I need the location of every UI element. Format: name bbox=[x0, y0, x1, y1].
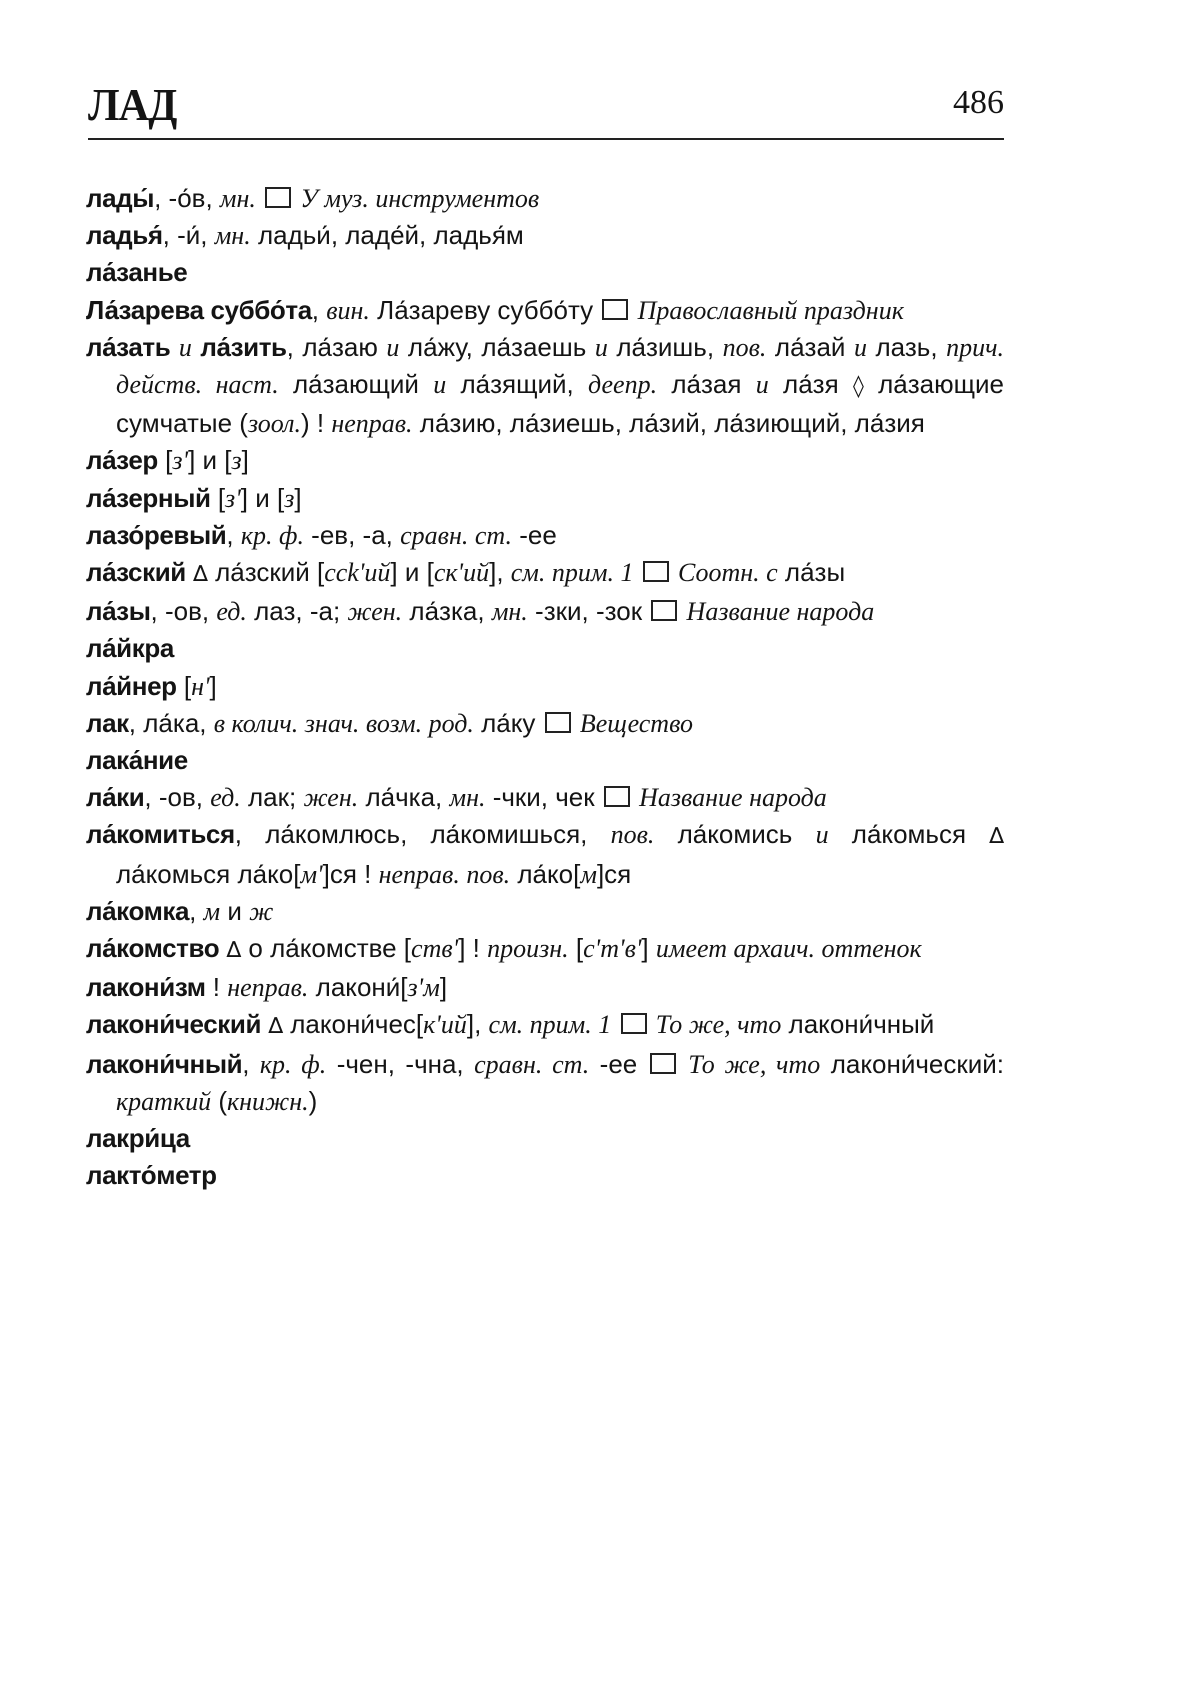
grammar-note: Название народа bbox=[686, 597, 875, 627]
dictionary-entry bbox=[86, 668, 1004, 705]
grammar-note: и bbox=[815, 820, 829, 850]
grammar-note: ед. bbox=[216, 597, 247, 627]
entry-text: [ bbox=[157, 445, 173, 476]
entry-text: лак; bbox=[240, 782, 304, 813]
definition-box-icon bbox=[621, 1013, 647, 1034]
entry-text: , bbox=[226, 519, 241, 550]
grammar-note: книжн. bbox=[227, 1086, 309, 1116]
grammar-note: ж bbox=[249, 896, 274, 926]
grammar-note: Православный праздник bbox=[637, 295, 904, 325]
dictionary-entry bbox=[86, 893, 1004, 930]
entry-text bbox=[671, 557, 678, 587]
grammar-note: То же, что bbox=[688, 1049, 821, 1079]
entry-text: , bbox=[311, 294, 327, 325]
dictionary-entry bbox=[86, 1006, 1004, 1045]
entry-text bbox=[611, 1009, 618, 1039]
dictionary-entry bbox=[86, 969, 1004, 1006]
definition-box-icon bbox=[651, 600, 677, 621]
entry-text: ла́зая bbox=[657, 369, 756, 400]
headword: ла́комка bbox=[86, 895, 190, 926]
headword: ла́зить bbox=[200, 331, 287, 362]
running-head: ЛАД bbox=[88, 79, 177, 130]
entry-text: [ bbox=[210, 482, 226, 513]
definition-box-icon bbox=[643, 561, 669, 582]
entry-text: ла́зишь, bbox=[607, 331, 723, 362]
grammar-note: прич. действ. наст. bbox=[116, 332, 1004, 400]
entry-text: ла́зка, bbox=[402, 596, 492, 627]
entry-text: ла́зающие сумчатые ( bbox=[116, 369, 1004, 439]
grammar-note: и bbox=[853, 332, 867, 362]
entry-text bbox=[256, 183, 263, 213]
definition-box-icon bbox=[650, 1053, 676, 1074]
triangle-icon: ∆ bbox=[193, 562, 208, 588]
dictionary-entry bbox=[86, 593, 1004, 630]
headword: Ла́зарева суббо́та bbox=[86, 294, 312, 325]
grammar-note: сравн. ст. bbox=[400, 520, 512, 550]
headword: ла́зать bbox=[86, 331, 171, 362]
entry-text: , -ов, bbox=[150, 596, 217, 627]
entry-text: ] bbox=[209, 670, 217, 701]
headword: ла́йнер bbox=[86, 670, 177, 701]
header-rule bbox=[88, 138, 1004, 140]
entry-text: [ bbox=[176, 670, 192, 701]
entry-text: лакони́ческий: bbox=[820, 1048, 1004, 1079]
dictionary-entry bbox=[86, 180, 1004, 217]
grammar-note: и bbox=[386, 332, 400, 362]
grammar-note: То же, что bbox=[655, 1010, 782, 1040]
headword: лады́ bbox=[86, 183, 155, 213]
dictionary-entry bbox=[86, 630, 1004, 667]
entry-text: ] bbox=[241, 445, 249, 476]
entry-text: ла́комись bbox=[654, 819, 816, 850]
dictionary-entries bbox=[86, 180, 1004, 1194]
headword: ла́комство bbox=[86, 933, 220, 964]
entry-text: Ла́зареву суббо́ту bbox=[369, 294, 601, 325]
entry-text: лакони́чес[ bbox=[283, 1009, 424, 1040]
grammar-note: з'м bbox=[407, 973, 440, 1003]
entry-text: , ла́ка, bbox=[128, 707, 214, 738]
entry-text: ] bbox=[439, 972, 448, 1003]
dictionary-entry bbox=[86, 816, 1004, 892]
entry-text: лакони́чный bbox=[781, 1009, 935, 1040]
dictionary-entry bbox=[86, 930, 1004, 969]
grammar-note: з' bbox=[172, 446, 189, 476]
entry-text: -зки, -зок bbox=[527, 596, 650, 627]
grammar-note: неправ. bbox=[331, 409, 413, 439]
entry-text bbox=[649, 1009, 656, 1039]
dictionary-entry bbox=[86, 217, 1004, 254]
entry-text: ла́зающий bbox=[278, 369, 434, 400]
diamond-icon: ◊ bbox=[852, 374, 864, 400]
triangle-icon: ∆ bbox=[268, 1014, 284, 1040]
entry-text: [ bbox=[568, 933, 584, 964]
grammar-note: деепр. bbox=[588, 370, 658, 400]
grammar-note: м' bbox=[300, 859, 323, 889]
grammar-note: краткий bbox=[116, 1086, 212, 1116]
entry-text bbox=[630, 295, 637, 325]
entry-text: ладьи́, ладе́й, ладья́м bbox=[250, 220, 524, 251]
entry-text: , -ов, bbox=[144, 782, 211, 813]
grammar-note: см. прим. 1 bbox=[488, 1010, 612, 1040]
headword: лакри́ца bbox=[86, 1123, 190, 1154]
entry-text: ла́зай bbox=[766, 331, 854, 362]
triangle-icon: ∆ bbox=[989, 824, 1004, 850]
grammar-note: и bbox=[178, 332, 192, 362]
headword: ла́зер bbox=[86, 445, 158, 476]
grammar-note: з' bbox=[225, 483, 241, 513]
entry-text: , bbox=[189, 895, 204, 926]
grammar-note: жен. bbox=[347, 597, 403, 627]
grammar-note: имеет архаич. оттенок bbox=[655, 934, 922, 964]
headword: лакони́ческий bbox=[86, 1009, 262, 1040]
entry-text: ], bbox=[489, 557, 511, 588]
dictionary-entry bbox=[86, 742, 1004, 779]
entry-text: ) bbox=[308, 1085, 318, 1116]
dictionary-entry bbox=[86, 1046, 1004, 1120]
page-header bbox=[88, 78, 1004, 138]
entry-text: ) ! bbox=[300, 408, 332, 439]
grammar-note: сравн. ст. bbox=[474, 1049, 590, 1079]
dictionary-entry bbox=[86, 1120, 1004, 1157]
grammar-note: м bbox=[203, 896, 221, 926]
grammar-note: мн. bbox=[214, 221, 251, 251]
entry-text: ] bbox=[641, 933, 656, 964]
dictionary-entry bbox=[86, 480, 1004, 517]
entry-text: , -и́, bbox=[162, 220, 215, 251]
entry-text: , ла́комлюсь, ла́комишься, bbox=[234, 819, 611, 850]
entry-text: -чен, -чна, bbox=[326, 1048, 475, 1079]
grammar-note: и bbox=[594, 332, 608, 362]
grammar-note: з bbox=[231, 446, 242, 476]
entry-text: ] и [ bbox=[390, 557, 434, 588]
entry-text: и bbox=[220, 895, 250, 926]
entry-text: лазь, bbox=[866, 331, 947, 362]
grammar-note: У муз. инструментов bbox=[300, 184, 540, 213]
dictionary-entry bbox=[86, 292, 1004, 329]
entry-text: , ла́заю bbox=[286, 331, 387, 362]
headword: ла́зский bbox=[86, 557, 186, 588]
grammar-note: ссk'ий bbox=[324, 558, 391, 588]
entry-text: -ее bbox=[511, 519, 557, 550]
entry-text: ], bbox=[466, 1009, 489, 1040]
grammar-note: ств' bbox=[411, 934, 459, 964]
grammar-note: мн. bbox=[219, 184, 256, 213]
dictionary-entry bbox=[86, 329, 1004, 443]
entry-text: ] ! bbox=[458, 933, 488, 964]
grammar-note: жен. bbox=[303, 783, 359, 813]
entry-text: -чки, чек bbox=[485, 782, 602, 813]
entry-text: ла́комься ла́ко[ bbox=[116, 858, 301, 889]
headword: ла́ки bbox=[86, 782, 145, 813]
dictionary-entry bbox=[86, 254, 1004, 291]
entry-text: ]ся ! bbox=[322, 858, 379, 889]
entry-text: ла́зящий, bbox=[446, 369, 589, 400]
entry-text bbox=[678, 1049, 688, 1079]
entry-text bbox=[573, 708, 580, 738]
dictionary-entry bbox=[86, 1157, 1004, 1194]
grammar-note: к'ий bbox=[423, 1010, 467, 1040]
grammar-note: неправ. пов. bbox=[378, 859, 511, 889]
grammar-note: кр. ф. bbox=[259, 1049, 327, 1079]
entry-text bbox=[170, 332, 179, 362]
entry-text bbox=[679, 596, 686, 626]
headword: лазо́ревый bbox=[86, 519, 227, 550]
definition-box-icon bbox=[604, 786, 630, 807]
entry-text: ла́ко[ bbox=[510, 858, 581, 889]
entry-text: ла́чка, bbox=[358, 782, 450, 813]
grammar-note: Вещество bbox=[579, 708, 694, 738]
grammar-note: произн. bbox=[487, 934, 569, 964]
entry-text bbox=[634, 557, 641, 587]
grammar-note: с'т'в' bbox=[583, 934, 642, 964]
grammar-note: зоол. bbox=[247, 409, 301, 439]
entry-text: ла́зя bbox=[768, 369, 853, 400]
definition-box-icon bbox=[545, 712, 571, 733]
grammar-note: мн. bbox=[449, 783, 486, 813]
grammar-note: и bbox=[433, 370, 447, 400]
grammar-note: вин. bbox=[326, 295, 370, 325]
entry-text: ла́комься bbox=[828, 819, 990, 850]
headword: лака́ние bbox=[86, 745, 188, 776]
headword: ла́зы bbox=[86, 596, 151, 627]
grammar-note: кр. ф. bbox=[240, 520, 304, 550]
grammar-note: пов. bbox=[610, 820, 655, 850]
dictionary-entry bbox=[86, 442, 1004, 479]
headword: лакто́метр bbox=[86, 1160, 217, 1191]
grammar-note: в колич. знач. возм. род. bbox=[213, 708, 474, 738]
grammar-note: Соотн. с bbox=[677, 558, 778, 588]
grammar-note: и bbox=[755, 370, 769, 400]
dictionary-entry bbox=[86, 705, 1004, 742]
headword: лакони́чный bbox=[86, 1048, 243, 1079]
grammar-note: пов. bbox=[722, 332, 767, 362]
headword: ла́зерный bbox=[86, 482, 211, 513]
dictionary-entry bbox=[86, 779, 1004, 816]
triangle-icon: ∆ bbox=[226, 938, 242, 964]
grammar-note: ск'ий bbox=[433, 558, 490, 588]
entry-text: , -о́в, bbox=[154, 183, 220, 213]
entry-text: -ее bbox=[589, 1048, 648, 1079]
entry-text: ] bbox=[294, 482, 302, 513]
grammar-note: Название народа bbox=[639, 783, 827, 813]
entry-text: ла́зы bbox=[777, 557, 846, 588]
entry-text: ] и [ bbox=[188, 445, 232, 476]
entry-text: ла́ку bbox=[473, 707, 543, 738]
grammar-note: неправ. bbox=[227, 973, 309, 1003]
page-number: 486 bbox=[953, 84, 1004, 121]
grammar-note: н' bbox=[191, 671, 210, 701]
headword: ла́комиться bbox=[86, 819, 235, 850]
headword: ла́йкра bbox=[86, 633, 174, 664]
dictionary-entry bbox=[86, 517, 1004, 554]
entry-text: лакони́[ bbox=[308, 972, 408, 1003]
entry-text: о ла́комстве [ bbox=[241, 933, 412, 964]
entry-text: ] и [ bbox=[240, 482, 285, 513]
entry-text: лаз, -а; bbox=[246, 596, 348, 627]
headword: лак bbox=[86, 707, 129, 738]
dictionary-entry bbox=[86, 554, 1004, 593]
entry-text: ! bbox=[205, 972, 228, 1003]
entry-text: ]ся bbox=[596, 858, 632, 889]
entry-text: ла́зию, ла́зиешь, ла́зий, ла́зиющий, ла́зия bbox=[412, 408, 925, 439]
grammar-note: мн. bbox=[491, 597, 528, 627]
entry-text: , bbox=[242, 1048, 260, 1079]
headword: ладья́ bbox=[86, 220, 163, 251]
grammar-note: з bbox=[284, 483, 295, 513]
headword: лакони́зм bbox=[86, 972, 206, 1003]
grammar-note: м bbox=[580, 859, 597, 889]
definition-box-icon bbox=[265, 187, 291, 208]
entry-text: ( bbox=[211, 1085, 227, 1116]
entry-text: ла́зский [ bbox=[207, 557, 325, 588]
entry-text: ла́жу, ла́заешь bbox=[399, 331, 595, 362]
grammar-note: ед. bbox=[210, 783, 241, 813]
definition-box-icon bbox=[602, 299, 628, 320]
headword: ла́занье bbox=[86, 257, 188, 288]
grammar-note: см. прим. 1 bbox=[510, 558, 634, 588]
entry-text: -ев, -а, bbox=[303, 519, 401, 550]
